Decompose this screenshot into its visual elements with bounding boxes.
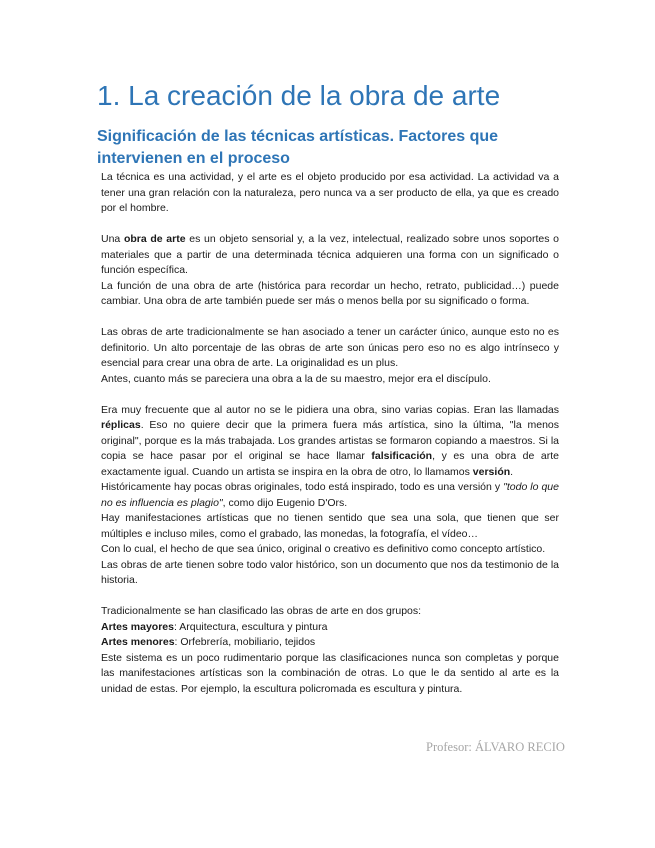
paragraph-14: Este sistema es un poco rudimentario porque las clasificaciones nunca son completas y porque las manifestaciones artísticas son la combinación de otras. Lo que le da sentido al arte es la unidad de estas. Por ejemplo, la escultura policromada es escultura y pintura. [101,651,559,695]
paragraph-9: Con lo cual, el hecho de que sea único, original o creativo es definitivo como concepto artístico. [101,543,546,555]
paragraph-4: Las obras de arte tradicionalmente se han asociado a tener un carácter único, aunque esto no es definitorio. Un alto porcentaje de las obras de arte son únicas pero eso no es algo intrínseco y esencial para crear una obra de arte. La originalidad es un plus. [101,326,559,369]
paragraph-13: Artes menores: Orfebrería, mobiliario, tejidos [101,636,316,648]
paragraph-8: Hay manifestaciones artísticas que no tienen sentido que sea una sola, que tienen que ser múltiples e incluso miles, como el grabado, las monedas, la fotografía, el vídeo… [101,512,559,540]
paragraph-12: Artes mayores: Arquitectura, escultura y pintura [101,620,328,633]
paragraph-2: Una obra de arte es un objeto sensorial y, a la vez, intelectual, realizado sobre unos soportes o materiales que a partir de una determinada técnica adquieren una forma con un significado o función específica. [101,233,559,276]
footer-author: Profesor: ÁLVARO RECIO [426,740,565,754]
paragraph-11: Tradicionalmente se han clasificado las obras de arte en dos grupos: [101,605,422,617]
paragraph-5: Antes, cuanto más se pareciera una obra a la de su maestro, mejor era el discípulo. [101,372,491,385]
page-title: 1. La creación de la obra de arte [97,80,501,111]
section-subtitle: Significación de las técnicas artísticas. Factores que intervienen en el proceso [97,128,499,167]
paragraph-3: La función de una obra de arte (histórica para recordar un hecho, retrato, publicidad…) puede cambiar. Una obra de arte también puede ser más o menos bella por su significado o forma. [101,279,559,307]
paragraph-7: Históricamente hay pocas obras originales, todo está inspirado, todo es una versión y "todo lo que no es influencia es plagio", como dijo Eugenio D'Ors. [101,481,559,509]
paragraph-10: Las obras de arte tienen sobre todo valor histórico, son un documento que nos da testimonio de la historia. [101,558,559,586]
body-text [97,170,559,697]
paragraph-1: La técnica es una actividad, y el arte es el objeto producido por esa actividad. La actividad va a tener una gran relación con la naturaleza, pero nunca va a ser producto de ella, ya que es creado por el hombre. [101,171,559,214]
paragraph-6: Era muy frecuente que al autor no se le pidiera una obra, sino varias copias. Eran las llamadas réplicas. Eso no quiere decir que la primera fuera más artística, sino la última, "la menos original", porque es la más trabajada. Los grandes artistas se formaron copiando a maestros. Si la copia se hace pasar por el original se hace llamar falsificación, y es una obra de arte exactamente igual. Cuando un artista se inspira en la obra de otro, lo llamamos versión. [101,403,559,478]
